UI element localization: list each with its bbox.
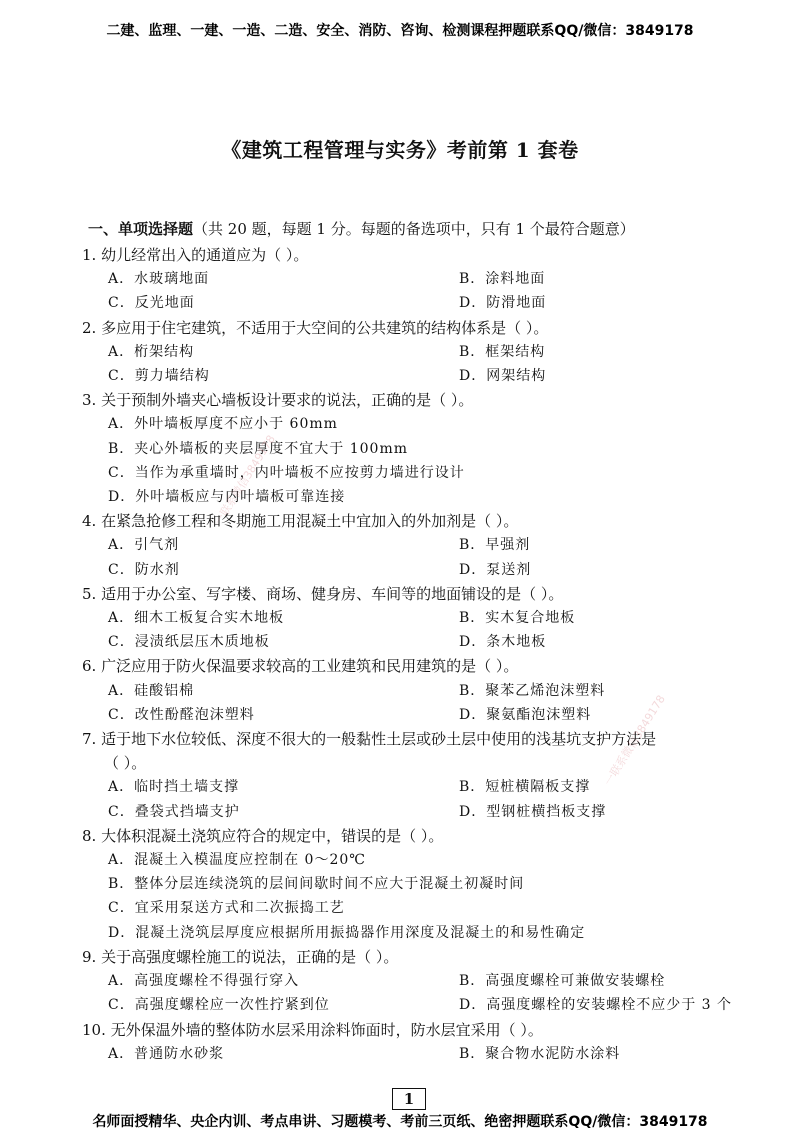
option-b: B．短桩横隔板支撑: [459, 779, 591, 796]
option-b: B．框架结构: [459, 343, 546, 360]
option-d: D．型钢桩横挡板支撑: [459, 803, 607, 820]
question-stem: [82, 316, 762, 340]
question-8: [82, 824, 762, 945]
option-d: D．网架结构: [459, 368, 547, 385]
question-stem: [82, 243, 762, 267]
option-b: B．实木复合地板: [459, 610, 576, 627]
option-a: A．高强度螺栓不得强行穿入: [108, 973, 300, 990]
option-b: B．聚苯乙烯泡沫塑料: [459, 682, 606, 699]
option-b: B．高强度螺栓可兼做安装螺栓: [459, 973, 666, 990]
option-c: C．高强度螺栓应一次性拧紧到位: [108, 997, 330, 1014]
option-b: B．涂料地面: [459, 271, 546, 288]
question-text: 关于预制外墙夹心墙板设计要求的说法，正确的是（ ）。: [101, 391, 474, 410]
option-d: D．条木地板: [459, 634, 547, 651]
question-number: 7.: [82, 730, 97, 749]
question-2: [82, 316, 762, 389]
question-9: [82, 945, 762, 1018]
section-heading: [88, 218, 635, 239]
option-d: D．外叶墙板应与内叶墙板可靠连接: [108, 489, 346, 506]
question-number: 9.: [82, 947, 97, 966]
question-stem: [82, 824, 762, 848]
question-4: [82, 509, 762, 582]
option-row: [82, 340, 762, 364]
option-row: [82, 993, 762, 1017]
page-title: 《建筑工程管理与实务》考前第 1 套卷: [221, 138, 579, 162]
option-row: [82, 800, 762, 824]
option-row: [82, 364, 762, 388]
question-text: 无外保温外墙的整体防水层采用涂料饰面时，防水层宜采用（ ）。: [110, 1020, 543, 1039]
option-c: C．改性酚醛泡沫塑料: [108, 706, 255, 723]
option-row: [82, 533, 762, 557]
section-heading-label: 一、单项选择题: [88, 220, 194, 238]
option-a: A．普通防水砂浆: [108, 1045, 225, 1062]
question-number: 2.: [82, 318, 97, 337]
watermark: 一联系微信3849178: [211, 432, 278, 528]
option-a: A．桁架结构: [108, 343, 195, 360]
question-number: 8.: [82, 826, 97, 845]
question-stem: [82, 1018, 762, 1042]
question-text: 多应用于住宅建筑，不适用于大空间的公共建筑的结构体系是（ ）。: [101, 318, 549, 337]
option-b: B．早强剂: [459, 537, 531, 554]
question-text: 适于地下水位较低、深度不很大的一般黏性土层或砂土层中使用的浅基坑支护方法是: [101, 730, 657, 749]
question-stem: [82, 509, 762, 533]
option-row: [82, 969, 762, 993]
option-d: D．聚氨酯泡沫塑料: [459, 706, 592, 723]
option-a: A．外叶墙板厚度不应小于 60mm: [108, 416, 338, 433]
option-c: C．剪力墙结构: [108, 368, 210, 385]
question-text: 关于高强度螺栓施工的说法，正确的是（ ）。: [101, 947, 399, 966]
option-row: [82, 630, 762, 654]
question-number: 3.: [82, 391, 97, 410]
option-c: C．当作为承重墙时，内叶墙板不应按剪力墙进行设计: [108, 464, 465, 481]
option-b: B．整体分层连续浇筑的层间间歇时间不应大于混凝土初凝时间: [108, 876, 525, 893]
option-c: C．宜采用泵送方式和二次振捣工艺: [108, 900, 345, 917]
question-7: [82, 727, 762, 824]
option-row: [82, 775, 762, 799]
question-stem: [82, 654, 762, 678]
option-d: D．高强度螺栓的安装螺栓不应少于 3 个: [459, 997, 733, 1014]
option-row: [82, 1042, 762, 1066]
option-a: A．细木工板复合实木地板: [108, 610, 285, 627]
question-text-continued: （ ）。: [104, 754, 147, 773]
question-text: 广泛应用于防火保温要求较高的工业建筑和民用建筑的是（ ）。: [101, 657, 519, 676]
question-stem: [82, 727, 762, 751]
option-c: C．叠袋式挡墙支护: [108, 803, 240, 820]
question-1: [82, 243, 762, 316]
question-stem: [82, 945, 762, 969]
section-instructions: （共 20 题，每题 1 分。每题的备选项中，只有 1 个最符合题意）: [193, 220, 635, 238]
page-number: 1: [392, 1088, 426, 1110]
option-a: A．水玻璃地面: [108, 271, 210, 288]
question-10: [82, 1018, 762, 1066]
question-stem: [82, 582, 762, 606]
question-5: [82, 582, 762, 655]
option-row: [82, 267, 762, 291]
question-text: 在紧急抢修工程和冬期施工用混凝土中宜加入的外加剂是（ ）。: [101, 512, 519, 531]
option-a: A．混凝土入模温度应控制在 0～20℃: [108, 852, 366, 869]
option-d: D．防滑地面: [459, 295, 547, 312]
option-d: D．混凝土浇筑层厚度应根据所用振捣器作用深度及混凝土的和易性确定: [108, 924, 586, 941]
option-d: D．泵送剂: [459, 561, 532, 578]
header-banner: 二建、监理、一建、一造、二造、安全、消防、咨询、检测课程押题联系QQ/微信：3849178: [106, 23, 694, 39]
option-a: A．引气剂: [108, 537, 180, 554]
question-6: [82, 654, 762, 727]
question-3: [82, 388, 762, 509]
question-number: 6.: [82, 657, 97, 676]
question-number: 4.: [82, 512, 97, 531]
question-number: 1.: [82, 246, 97, 264]
footer-banner: 名师面授精华、央企内训、考点串讲、习题模考、考前三页纸、绝密押题联系QQ/微信：3849178: [92, 1114, 708, 1130]
question-stem: [82, 388, 762, 412]
option-a: A．硅酸铝棉: [108, 682, 195, 699]
watermark: 一联系微信3849178: [601, 692, 668, 788]
option-b: B．夹心外墙板的夹层厚度不宜大于 100mm: [108, 440, 409, 457]
option-a: A．临时挡土墙支撑: [108, 779, 240, 796]
option-c: C．反光地面: [108, 295, 195, 312]
question-text: 大体积混凝土浇筑应符合的规定中，错误的是（ ）。: [101, 826, 444, 845]
question-number: 5.: [82, 584, 97, 603]
option-c: C．浸渍纸层压木质地板: [108, 634, 270, 651]
question-list: [82, 243, 762, 1066]
question-text: 适用于办公室、写字楼、商场、健身房、车间等的地面铺设的是（ ）。: [101, 584, 564, 603]
question-number: 10.: [82, 1020, 106, 1039]
option-c: C．防水剂: [108, 561, 180, 578]
option-b: B．聚合物水泥防水涂料: [459, 1045, 621, 1062]
option-row: [82, 558, 762, 582]
option-row: [82, 606, 762, 630]
option-row: [82, 291, 762, 315]
question-text: 幼儿经常出入的通道应为（ ）。: [101, 246, 309, 264]
